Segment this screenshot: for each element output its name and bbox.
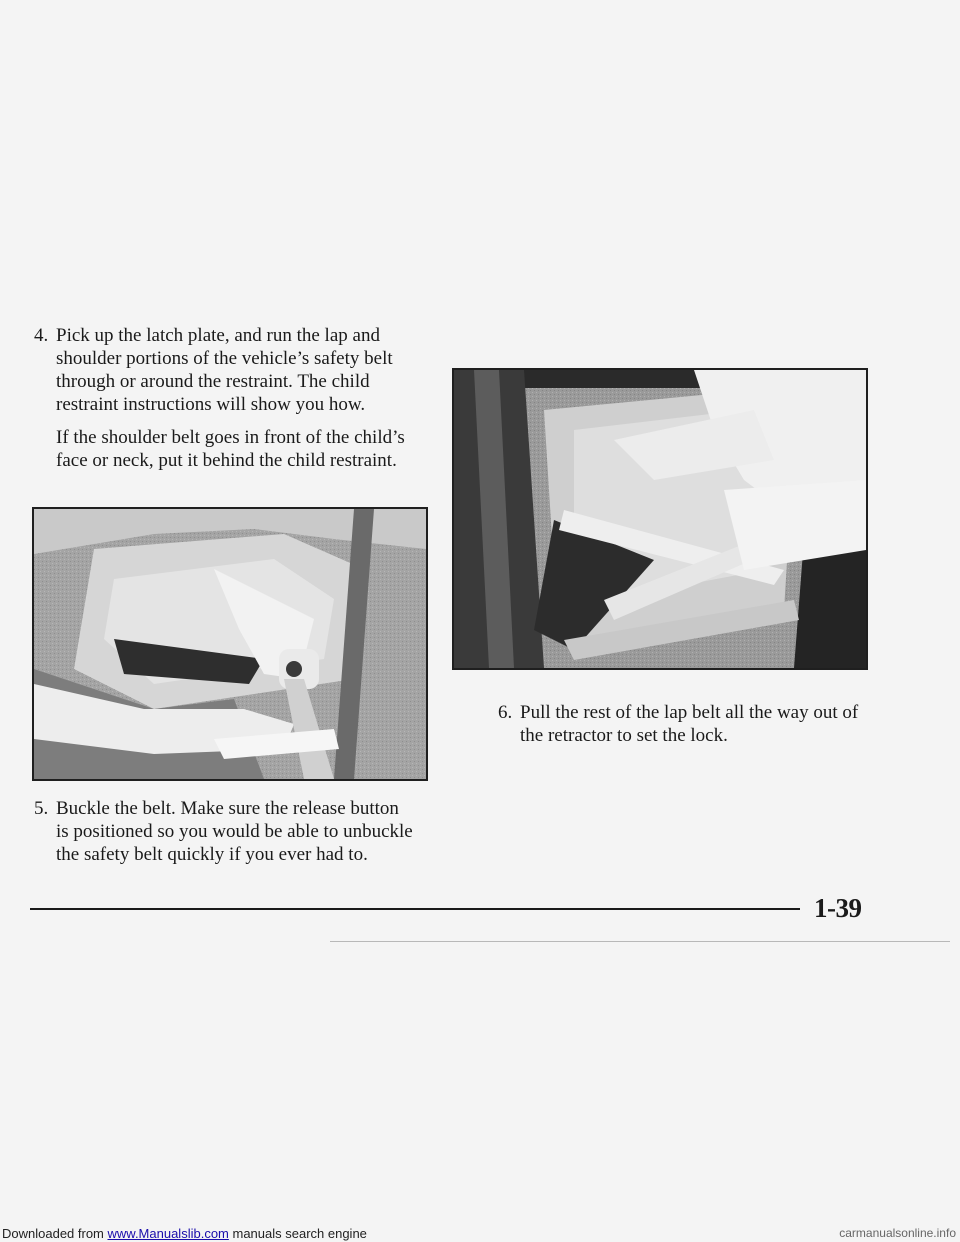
step-6-instruction: Pull the rest of the lap belt all the way out of the retractor to set the lock.: [520, 702, 859, 746]
step-4: [34, 324, 432, 472]
step-4-note: If the shoulder belt goes in front of the child’s face or neck, put it behind the child restraint.: [56, 427, 405, 471]
manualslib-link[interactable]: www.Manualslib.com: [107, 1226, 229, 1241]
footer-prefix: Downloaded from: [2, 1226, 108, 1241]
photo-buckling-belt: [32, 507, 428, 781]
step-5-number: 5.: [34, 798, 49, 819]
footer-source: [2, 1225, 367, 1242]
faint-rule: [330, 941, 950, 942]
step-6: [498, 701, 868, 747]
watermark: carmanualsonline.info: [839, 1226, 956, 1240]
page-number: 1-39: [814, 893, 862, 923]
photo-routing-lap-belt: [452, 368, 868, 670]
download-footer: [0, 1225, 960, 1242]
step-4-instruction: Pick up the latch plate, and run the lap and shoulder portions of the vehicle’s safety belt through or around the restraint. The child restraint instructions will show you how.: [56, 325, 393, 415]
footer-suffix: manuals search engine: [228, 1226, 367, 1241]
step-5: [34, 797, 414, 866]
step-4-number: 4.: [34, 325, 49, 346]
step-5-instruction: Buckle the belt. Make sure the release button is positioned so you would be able to unbuckle the safety belt quickly if you ever had to.: [56, 798, 413, 865]
step-6-number: 6.: [498, 702, 513, 723]
footer-rule: [30, 908, 800, 910]
